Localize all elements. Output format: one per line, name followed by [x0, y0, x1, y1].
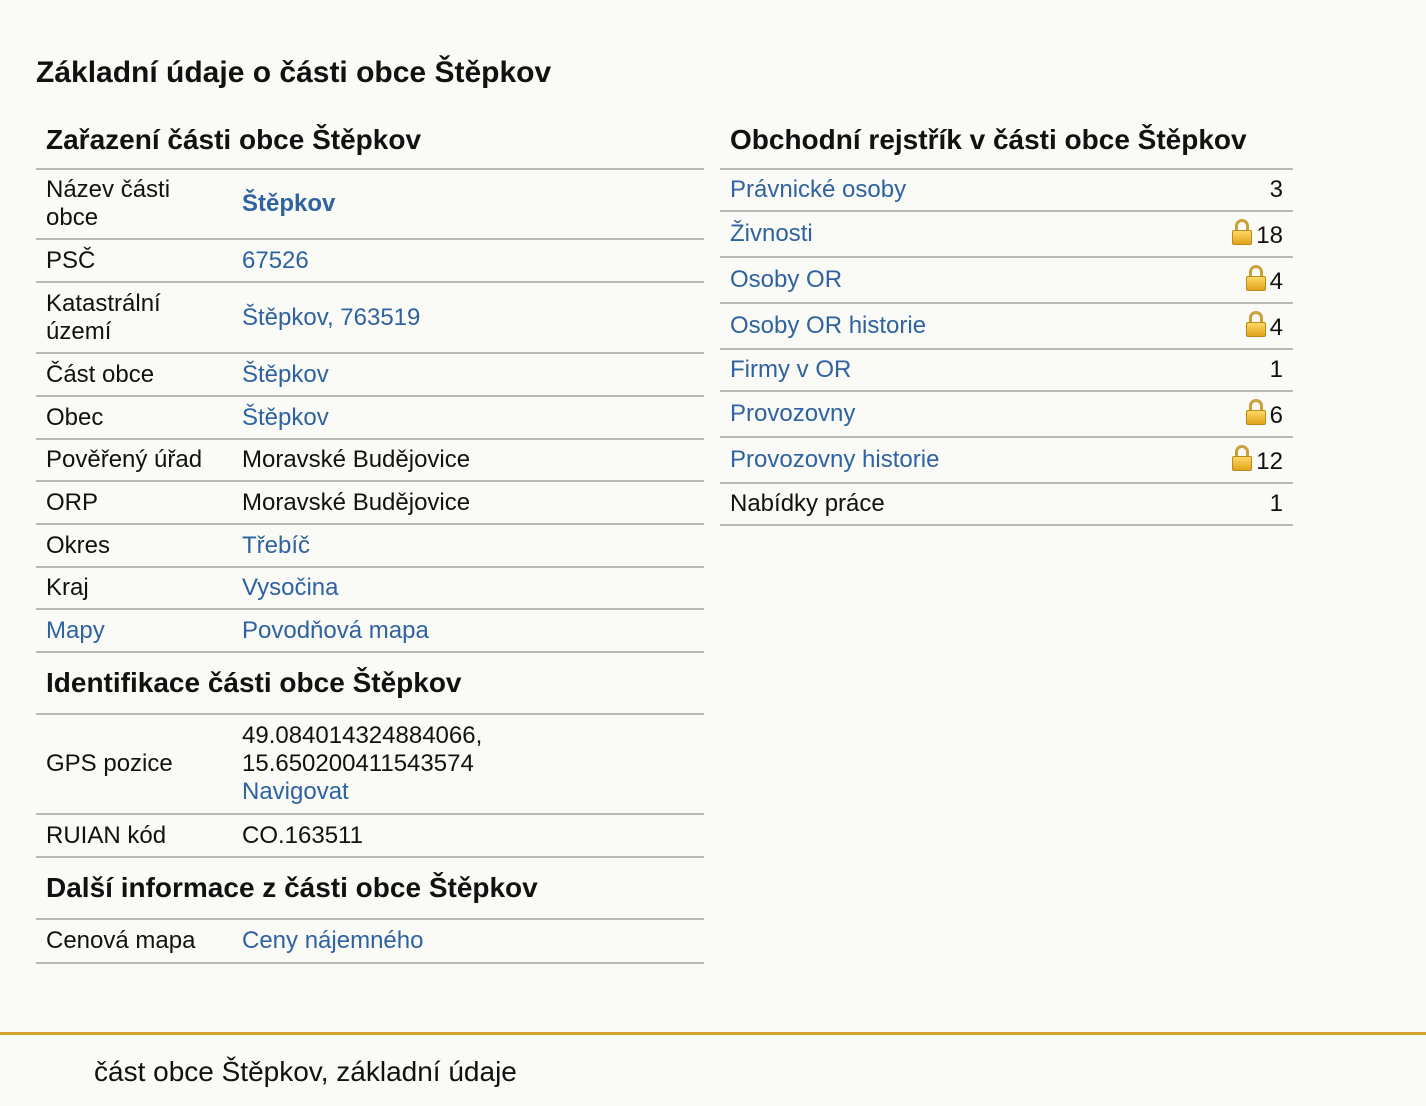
- table-row: [720, 483, 1293, 525]
- row-label: Obec: [36, 396, 232, 439]
- row-label: RUIAN kód: [36, 814, 232, 857]
- row-label: PSČ: [36, 239, 232, 282]
- table-row: [720, 211, 1293, 257]
- lock-icon: [1246, 311, 1266, 337]
- identifikace-table: [36, 713, 704, 858]
- row-count: 1: [1158, 349, 1293, 391]
- table-row: [720, 437, 1293, 483]
- zivnosti-link[interactable]: Živnosti: [730, 220, 813, 247]
- provozovny-historie-link[interactable]: Provozovny historie: [730, 446, 940, 473]
- table-row: [36, 481, 704, 524]
- osoby-or-historie-link[interactable]: Osoby OR historie: [730, 312, 927, 339]
- footer-divider: [0, 1032, 1426, 1035]
- table-row: [36, 609, 704, 652]
- table-row: [36, 814, 704, 857]
- table-row: [36, 282, 704, 353]
- obec-link[interactable]: Štěpkov: [242, 403, 329, 431]
- row-count: 18: [1256, 221, 1283, 249]
- table-row: [36, 396, 704, 439]
- nazev-link[interactable]: Štěpkov: [242, 190, 336, 217]
- gps-lat: 49.084014324884066,: [242, 722, 483, 749]
- page-title: Základní údaje o části obce Štěpkov: [36, 56, 552, 89]
- table-row: [36, 714, 704, 814]
- provozovny-link[interactable]: Provozovny: [730, 400, 856, 427]
- psc-link[interactable]: 67526: [242, 246, 309, 274]
- lock-icon: [1246, 399, 1266, 425]
- row-value: Moravské Budějovice: [232, 481, 704, 524]
- table-row: [36, 353, 704, 396]
- table-row: [36, 567, 704, 609]
- ruian-value: CO.163511: [232, 814, 704, 857]
- table-row: [720, 257, 1293, 303]
- left-column: [36, 112, 704, 964]
- row-label: Část obce: [36, 353, 232, 396]
- lock-icon: [1232, 445, 1252, 471]
- registry-title: Obchodní rejstřík v části obce Štěpkov: [730, 124, 1247, 155]
- row-label: ORP: [36, 481, 232, 524]
- row-count: 1: [1158, 483, 1293, 525]
- row-label: GPS pozice: [36, 714, 232, 814]
- table-row: [36, 239, 704, 282]
- katastr-link[interactable]: Štěpkov, 763519: [242, 303, 421, 331]
- navigate-link[interactable]: Navigovat: [242, 778, 349, 805]
- cast-obce-link[interactable]: Štěpkov: [242, 360, 329, 388]
- row-label: Kraj: [36, 567, 232, 609]
- row-label: Název části obce: [36, 169, 232, 239]
- ceny-najemneho-link[interactable]: Ceny nájemného: [242, 927, 424, 954]
- right-column: [720, 112, 1293, 526]
- gps-lon: 15.650200411543574: [242, 750, 474, 777]
- footer-text: část obce Štěpkov, základní údaje: [94, 1056, 517, 1087]
- table-row: [720, 169, 1293, 211]
- lock-icon: [1246, 265, 1266, 291]
- zarazeni-title: Zařazení části obce Štěpkov: [46, 124, 422, 155]
- row-count: 3: [1158, 169, 1293, 211]
- dalsi-title: Další informace z části obce Štěpkov: [46, 872, 538, 903]
- table-row: [720, 303, 1293, 349]
- row-label: Okres: [36, 524, 232, 567]
- mapy-link[interactable]: Mapy: [46, 616, 105, 644]
- identifikace-title: Identifikace části obce Štěpkov: [46, 667, 462, 698]
- row-label: Nabídky práce: [720, 483, 1158, 525]
- dalsi-table: [36, 918, 704, 964]
- row-count: 6: [1269, 401, 1283, 429]
- row-label: Cenová mapa: [36, 919, 232, 963]
- registry-table: [720, 168, 1293, 526]
- osoby-or-link[interactable]: Osoby OR: [730, 266, 843, 293]
- pravnicke-osoby-link[interactable]: Právnické osoby: [730, 176, 907, 203]
- kraj-link[interactable]: Vysočina: [242, 574, 339, 601]
- table-row: [720, 349, 1293, 391]
- table-row: [720, 391, 1293, 437]
- povodnova-mapa-link[interactable]: Povodňová mapa: [242, 616, 429, 644]
- row-label: Katastrální území: [36, 282, 232, 353]
- table-row: [36, 919, 704, 963]
- lock-icon: [1232, 219, 1252, 245]
- table-row: [36, 169, 704, 239]
- firmy-v-or-link[interactable]: Firmy v OR: [730, 356, 852, 383]
- table-row: [36, 524, 704, 567]
- okres-link[interactable]: Třebíč: [242, 531, 311, 559]
- row-count: 12: [1256, 447, 1283, 475]
- zarazeni-table: [36, 168, 704, 653]
- row-label: Pověřený úřad: [36, 439, 232, 481]
- row-count: 4: [1269, 267, 1283, 295]
- row-value: Moravské Budějovice: [232, 439, 704, 481]
- table-row: [36, 439, 704, 481]
- row-count: 4: [1269, 313, 1283, 341]
